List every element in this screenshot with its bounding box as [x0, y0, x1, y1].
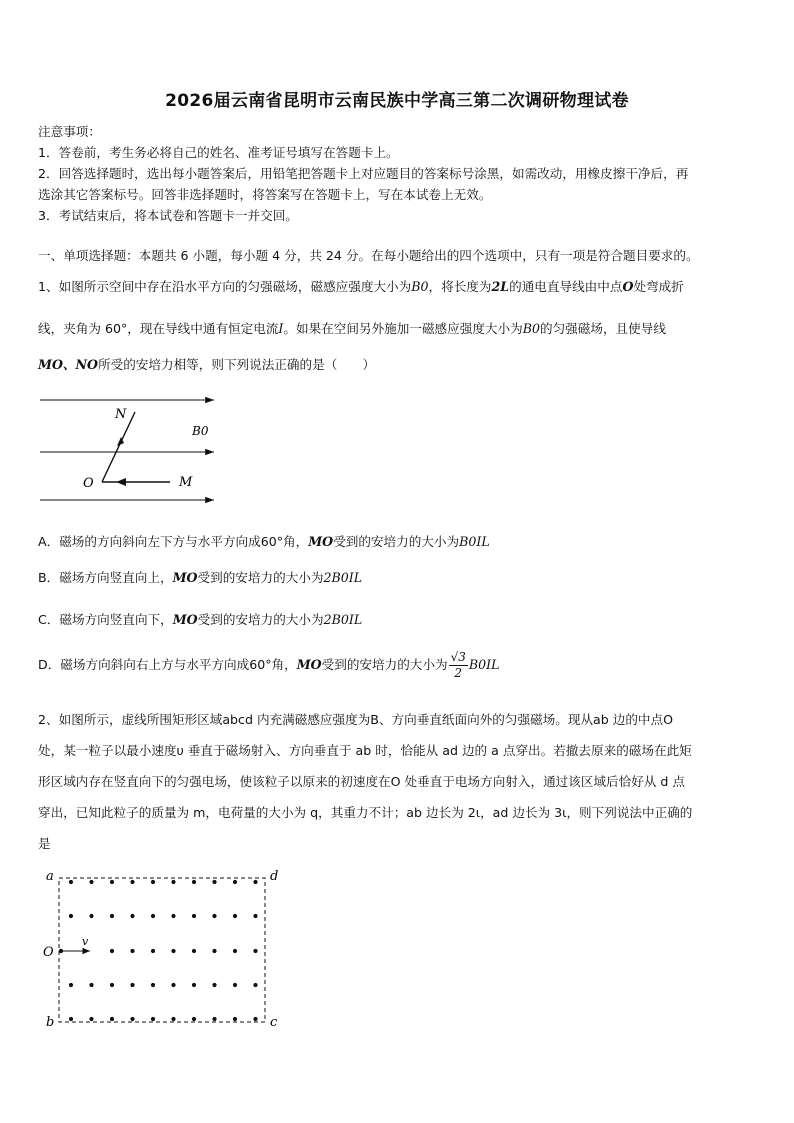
- q1-text: 的通电直导线由中点: [509, 279, 623, 294]
- field-dot: [110, 880, 114, 884]
- page-title: 2026届云南省昆明市云南民族中学高三第二次调研物理试卷: [165, 91, 629, 111]
- option-c-tail: 受到的安培力的大小为: [197, 612, 324, 627]
- field-dot: [192, 949, 196, 953]
- field-dot: [130, 1017, 134, 1021]
- field-dot: [171, 880, 175, 884]
- notice-heading: 注意事项：: [38, 124, 101, 139]
- question-2-line: 穿出，已知此粒子的质量为 m，电荷量的大小为 q，其重力不计；ab 边长为 2ι，ad 边长为 3ι，则下列说法中正确的: [38, 805, 693, 820]
- notice-item: 1．答卷前，考生务必将自己的姓名、准考证号填写在答题卡上。: [38, 145, 399, 160]
- question-2-line: 是: [38, 836, 51, 851]
- label-d: d: [270, 869, 279, 884]
- option-a[interactable]: [38, 531, 490, 550]
- field-dot: [253, 983, 257, 987]
- figure-2-field-region: [38, 864, 290, 1036]
- field-dot: [69, 1017, 73, 1021]
- field-dot: [253, 880, 257, 884]
- option-b-formula: 2B0IL: [323, 570, 363, 585]
- field-dot: [151, 983, 155, 987]
- question-2-line: 形区域内存在竖直向下的匀强电场，使该粒子以原来的初速度在O 处垂直于电场方向射入，通过该区域后恰好从 d 点: [38, 774, 686, 789]
- option-b[interactable]: [38, 567, 362, 586]
- field-dot: [69, 880, 73, 884]
- field-dot: [212, 1017, 216, 1021]
- field-dot: [192, 914, 196, 918]
- q1-text: 的匀强磁场，且使导线: [539, 321, 666, 336]
- field-dot: [130, 949, 134, 953]
- option-b-wire: MO: [172, 570, 198, 585]
- field-dot: [253, 914, 257, 918]
- field-dot: [130, 983, 134, 987]
- field-dot: [253, 1017, 257, 1021]
- field-dot: [233, 983, 237, 987]
- q1-text: 所受的安培力相等，则下列说法正确的是（ ）: [98, 357, 376, 372]
- field-dot: [253, 949, 257, 953]
- label-o: O: [43, 945, 54, 960]
- option-d-tail: 受到的安培力的大小为: [321, 657, 448, 672]
- fraction-numerator: √3: [450, 650, 466, 664]
- field-dot: [212, 880, 216, 884]
- field-dot: [151, 1017, 155, 1021]
- length-symbol: 2L: [491, 279, 510, 294]
- field-dot: [130, 880, 134, 884]
- field-dot: [192, 1017, 196, 1021]
- field-dot: [110, 983, 114, 987]
- q1-text: 1、如图所示空间中存在沿水平方向的匀强磁场，磁感应强度大小为: [38, 279, 412, 294]
- option-d[interactable]: [38, 650, 499, 681]
- field-dot: [233, 880, 237, 884]
- field-dot: [89, 983, 93, 987]
- label-o: O: [83, 476, 94, 491]
- b0-symbol: B0: [411, 279, 429, 294]
- field-dot: [89, 914, 93, 918]
- option-c-text: C．磁场方向竖直向下，: [38, 612, 173, 627]
- option-d-fraction: [449, 650, 468, 681]
- field-dot: [110, 1017, 114, 1021]
- field-dot: [110, 949, 114, 953]
- notice-item: 选涂其它答案标号。回答非选择题时，将答案写在答题卡上，写在本试卷上无效。: [38, 187, 492, 202]
- label-m: M: [179, 475, 193, 490]
- label-n: N: [115, 407, 127, 422]
- label-v: v: [82, 935, 89, 948]
- field-dot: [69, 914, 73, 918]
- field-dot: [89, 880, 93, 884]
- field-dot: [69, 983, 73, 987]
- field-dot: [130, 914, 134, 918]
- q1-text: 。如果在空间另外施加一磁感应强度大小为: [283, 321, 523, 336]
- section-heading: 一、单项选择题：本题共 6 小题，每小题 4 分，共 24 分。在每小题给出的四个选项中，只有一项是符合题目要求的。: [38, 248, 699, 263]
- label-a: a: [46, 869, 54, 884]
- field-dot: [212, 914, 216, 918]
- field-dot: [110, 914, 114, 918]
- field-dot: [192, 983, 196, 987]
- option-a-formula: B0IL: [459, 534, 490, 549]
- option-a-wire: MO: [308, 534, 334, 549]
- field-dot: [212, 949, 216, 953]
- field-dot: [233, 914, 237, 918]
- field-dot: [192, 880, 196, 884]
- question-1-line-3: [38, 354, 375, 373]
- point-o-symbol: O: [622, 279, 634, 294]
- field-dot: [89, 1017, 93, 1021]
- question-1-line-1: [38, 276, 684, 295]
- field-dot: [212, 983, 216, 987]
- option-c[interactable]: [38, 609, 362, 628]
- option-c-formula: 2B0IL: [323, 612, 363, 627]
- option-d-text: D．磁场方向斜向右上方与水平方向成60°角，: [38, 657, 297, 672]
- field-dot: [151, 880, 155, 884]
- question-2-line: 2、如图所示，虚线所围矩形区域abcd 内充满磁感应强度为B、方向垂直纸面向外的匀强磁场。现从ab 边的中点O: [38, 712, 674, 727]
- wire-names: MO、NO: [38, 357, 98, 372]
- q1-text: 处弯成折: [633, 279, 684, 294]
- option-a-text: A．磁场的方向斜向左下方与水平方向成60°角，: [38, 534, 309, 549]
- label-c: c: [270, 1015, 278, 1030]
- b0-symbol: B0: [522, 321, 540, 336]
- magnetic-field-dots: [69, 880, 258, 1021]
- field-dot: [171, 949, 175, 953]
- current-symbol: I: [278, 321, 284, 336]
- figure-1-wire-diagram: [38, 390, 218, 506]
- label-b0: B0: [192, 424, 209, 438]
- wire-no: [102, 412, 135, 482]
- field-dot: [171, 914, 175, 918]
- option-b-tail: 受到的安培力的大小为: [197, 570, 324, 585]
- option-d-formula: B0IL: [468, 657, 500, 672]
- field-dot: [171, 983, 175, 987]
- option-b-text: B．磁场方向竖直向上，: [38, 570, 173, 585]
- option-d-wire: MO: [296, 657, 322, 672]
- question-1-line-2: [38, 318, 666, 337]
- current-arrow-icon: [116, 478, 126, 486]
- label-b: b: [46, 1015, 55, 1030]
- q1-text: ，将长度为: [428, 279, 492, 294]
- field-dot: [233, 949, 237, 953]
- option-a-tail: 受到的安培力的大小为: [333, 534, 460, 549]
- field-dot: [151, 949, 155, 953]
- notice-item: 3．考试结束后，将本试卷和答题卡一并交回。: [38, 208, 298, 223]
- fraction-denominator: 2: [454, 666, 463, 680]
- field-dot: [233, 1017, 237, 1021]
- field-dot: [151, 914, 155, 918]
- notice-item: 2．回答选择题时，选出每小题答案后，用铅笔把答题卡上对应题目的答案标号涂黑，如需改动，用橡皮擦干净后，再: [38, 166, 689, 181]
- q1-text: 线，夹角为 60°，现在导线中通有恒定电流: [38, 321, 279, 336]
- option-c-wire: MO: [172, 612, 198, 627]
- particle-dot: [59, 949, 63, 953]
- field-dot: [171, 1017, 175, 1021]
- question-2-line: 处，某一粒子以最小速度υ 垂直于磁场射入、方向垂直于 ab 时，恰能从 ad 边的 a 点穿出。若撤去原来的磁场在此矩: [38, 743, 692, 758]
